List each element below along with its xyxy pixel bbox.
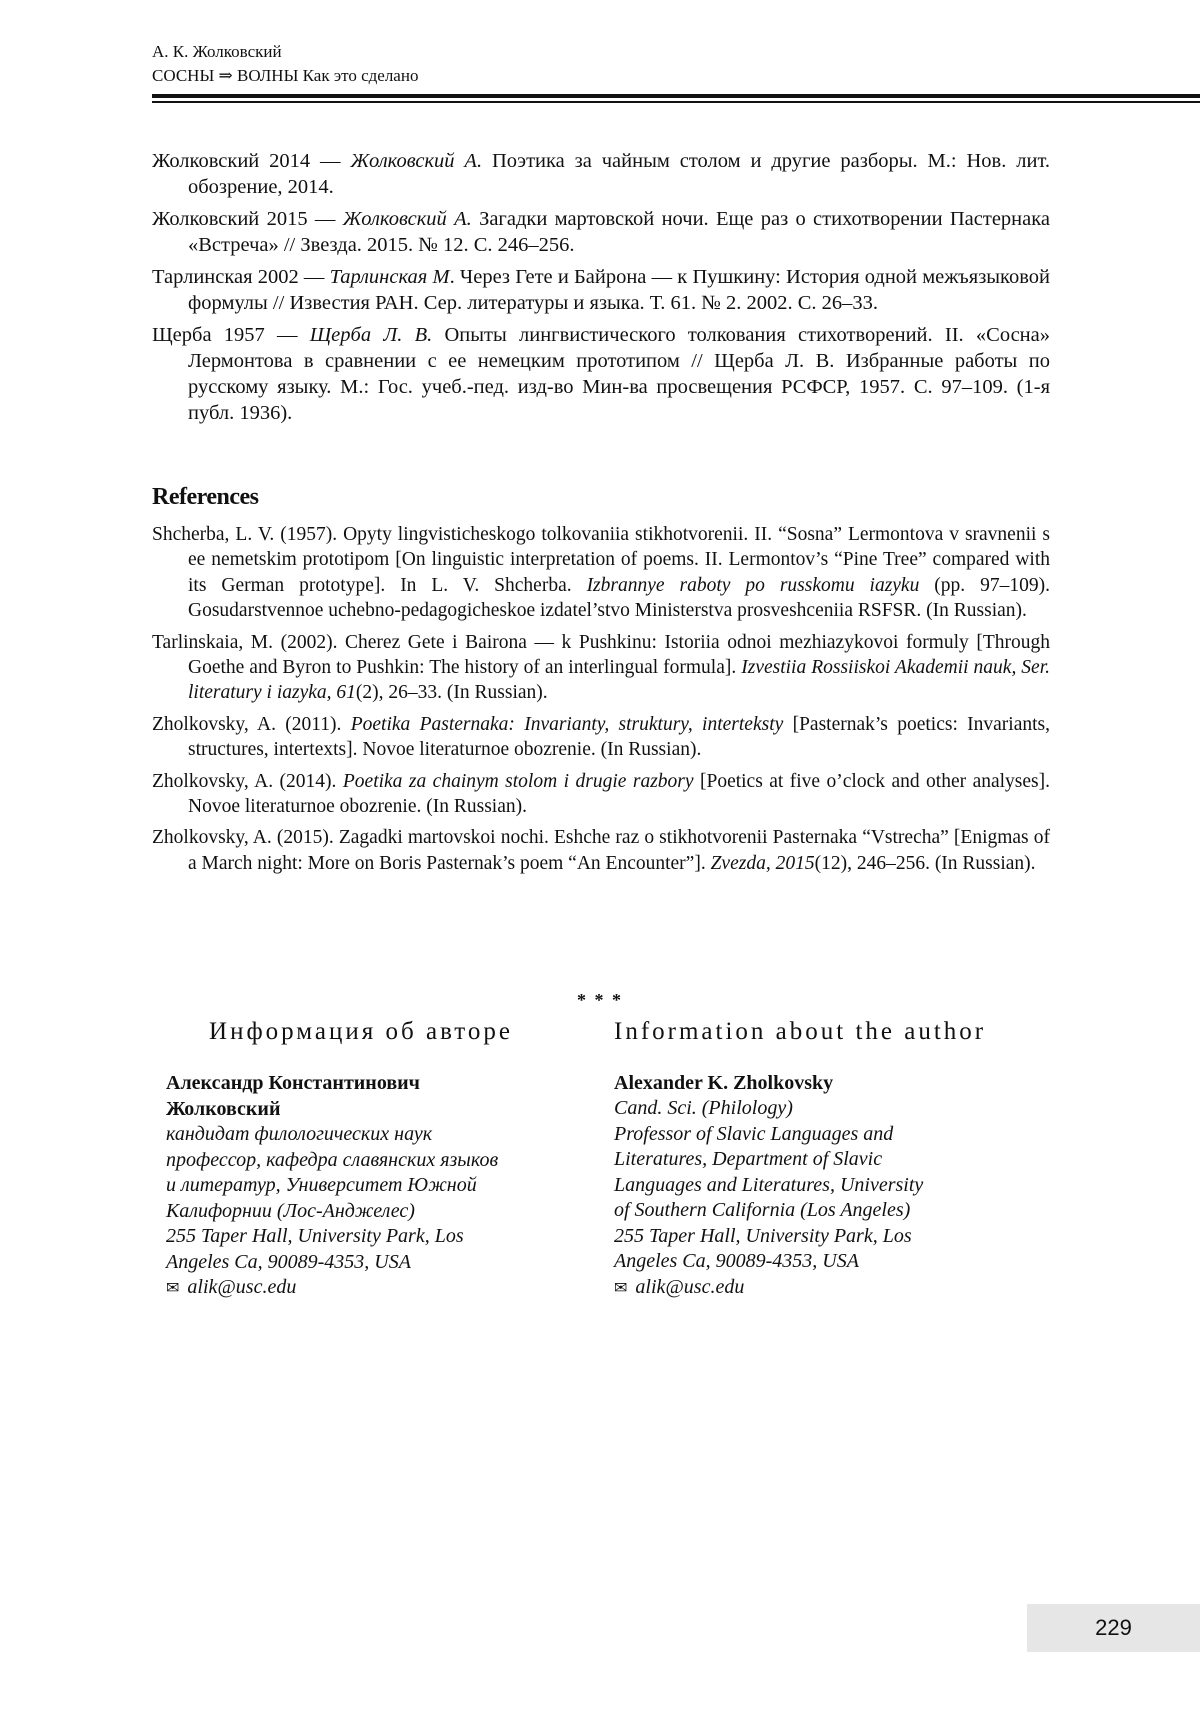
author-degree-en: Cand. Sci. (Philology) bbox=[614, 1097, 793, 1119]
author-position-en: Languages and Literatures, University bbox=[614, 1173, 924, 1196]
section-separator: * * * bbox=[577, 990, 623, 1010]
author-info-heading-en: Information about the author bbox=[614, 1018, 987, 1045]
author-position-ru: Калифорнии (Лос-Анджелес) bbox=[166, 1199, 415, 1222]
reference-entry: Shcherba, L. V. (1957). Opyty lingvisticheskogo tolkovaniia stikhotvorenii. II. “Sosna” Lermontova v sravnenii s ee nemetskim prototipom [On linguistic interpretation of poems. II. Lermontov’s “Pine Tree” compared with its German prototype]. In L. V. Shcherba. Izbrannye raboty po russkomu iazyku (pp. 97–109). Gosudarstvennoe uchebno-pedagogicheskoe izdatel’stvo Ministerstva prosveshceniia RSFSR. (In Russian). bbox=[152, 524, 1050, 622]
reference-entry: Zholkovsky, A. (2011). Poetika Pasternaka: Invarianty, struktury, interteksty [Pasternak’s poetics: Invariants, structures, intertexts]. Novoe literaturnoe obozrenie. (In Russian). bbox=[152, 713, 1051, 761]
envelope-icon: ✉ bbox=[614, 1279, 628, 1297]
author-position-en: Literatures, Department of Slavic bbox=[614, 1148, 883, 1170]
author-info-ru bbox=[166, 1018, 586, 1302]
references-list bbox=[152, 522, 1050, 882]
author-name-ru: Александр Константинович Жолковский bbox=[166, 1072, 420, 1120]
page-number: 229 bbox=[1027, 1604, 1200, 1652]
author-email-en[interactable]: ✉ alik@usc.edu bbox=[614, 1275, 745, 1298]
author-position-ru: и литератур, Университет Южной bbox=[166, 1174, 477, 1196]
references-heading: References bbox=[152, 484, 259, 510]
envelope-icon: ✉ bbox=[166, 1280, 180, 1297]
author-address-ru: 255 Taper Hall, University Park, Los bbox=[166, 1225, 464, 1247]
author-name-en: Alexander K. Zholkovsky bbox=[614, 1072, 834, 1094]
author-info-heading-ru: Информация об авторе bbox=[209, 1018, 513, 1045]
reference-entry: Zholkovsky, A. (2014). Poetika za chainym stolom i drugie razbory [Poetics at five o’clock and other analyses]. Novoe literaturnoe obozrenie. (In Russian). bbox=[152, 770, 1050, 818]
literature-entry: Жолковский 2015 — Жолковский А. Загадки мартовской ночи. Еще раз о стихотворении Пастернака «Встреча» // Звезда. 2015. № 12. С. 246–256. bbox=[152, 208, 1050, 256]
author-address-en: 255 Taper Hall, University Park, Los bbox=[614, 1224, 912, 1247]
author-degree-ru: кандидат филологических наук bbox=[166, 1123, 433, 1145]
running-head-title: СОСНЫ ⇒ ВОЛНЫ Как это сделано bbox=[152, 66, 419, 85]
author-position-ru: профессор, кафедра славянских языков bbox=[166, 1148, 499, 1171]
author-email-ru[interactable]: ✉ alik@usc.edu bbox=[166, 1276, 297, 1298]
running-head-author: А. К. Жолковский bbox=[152, 42, 282, 61]
running-head bbox=[152, 40, 418, 88]
reference-entry: Tarlinskaia, M. (2002). Cherez Gete i Bairona — k Pushkinu: Istoriia odnoi mezhiazykovoi formuly [Through Goethe and Byron to Pushkin: The history of an interlingual formula]. Izvestiia Rossiiskoi Akademii nauk, Ser. literatury i iazyka, 61(2), 26–33. (In Russian). bbox=[152, 631, 1051, 704]
header-rule-thick bbox=[152, 94, 1200, 98]
literature-list bbox=[152, 148, 1050, 432]
author-address-ru: Angeles Ca, 90089-4353, USA bbox=[166, 1250, 411, 1273]
reference-entry: Zholkovsky, A. (2015). Zagadki martovskoi nochi. Eshche raz o stikhotvorenii Pasternaka “Vstrecha” [Enigmas of a March night: More on Boris Pasternak’s poem “An Encounter”]. Zvezda, 2015(12), 246–256. (In Russian). bbox=[152, 827, 1050, 874]
author-position-en: Professor of Slavic Languages and bbox=[614, 1122, 894, 1145]
author-position-en: of Southern California (Los Angeles) bbox=[614, 1199, 911, 1221]
literature-entry: Щерба 1957 — Щерба Л. В. Опыты лингвистического толкования стихотворений. II. «Сосна» Лермонтова в сравнении с ее немецким прототипом // Щерба Л. В. Избранные работы по русскому языку. М.: Гос. учеб.-пед. изд-во Мин-ва просвещения РСФСР, 1957. С. 97–109. (1-я публ. 1936). bbox=[152, 324, 1051, 424]
literature-entry: Тарлинская 2002 — Тарлинская М. Через Гете и Байрона — к Пушкину: История одной межъязыковой формулы // Известия РАН. Сер. литературы и языка. Т. 61. № 2. 2002. С. 26–33. bbox=[152, 266, 1050, 314]
header-rule-thin bbox=[152, 101, 1200, 103]
author-info-en bbox=[614, 1018, 1034, 1301]
author-address-en: Angeles Ca, 90089-4353, USA bbox=[614, 1250, 859, 1272]
literature-entry: Жолковский 2014 — Жолковский А. Поэтика за чайным столом и другие разборы. М.: Нов. лит. обозрение, 2014. bbox=[152, 150, 1050, 198]
